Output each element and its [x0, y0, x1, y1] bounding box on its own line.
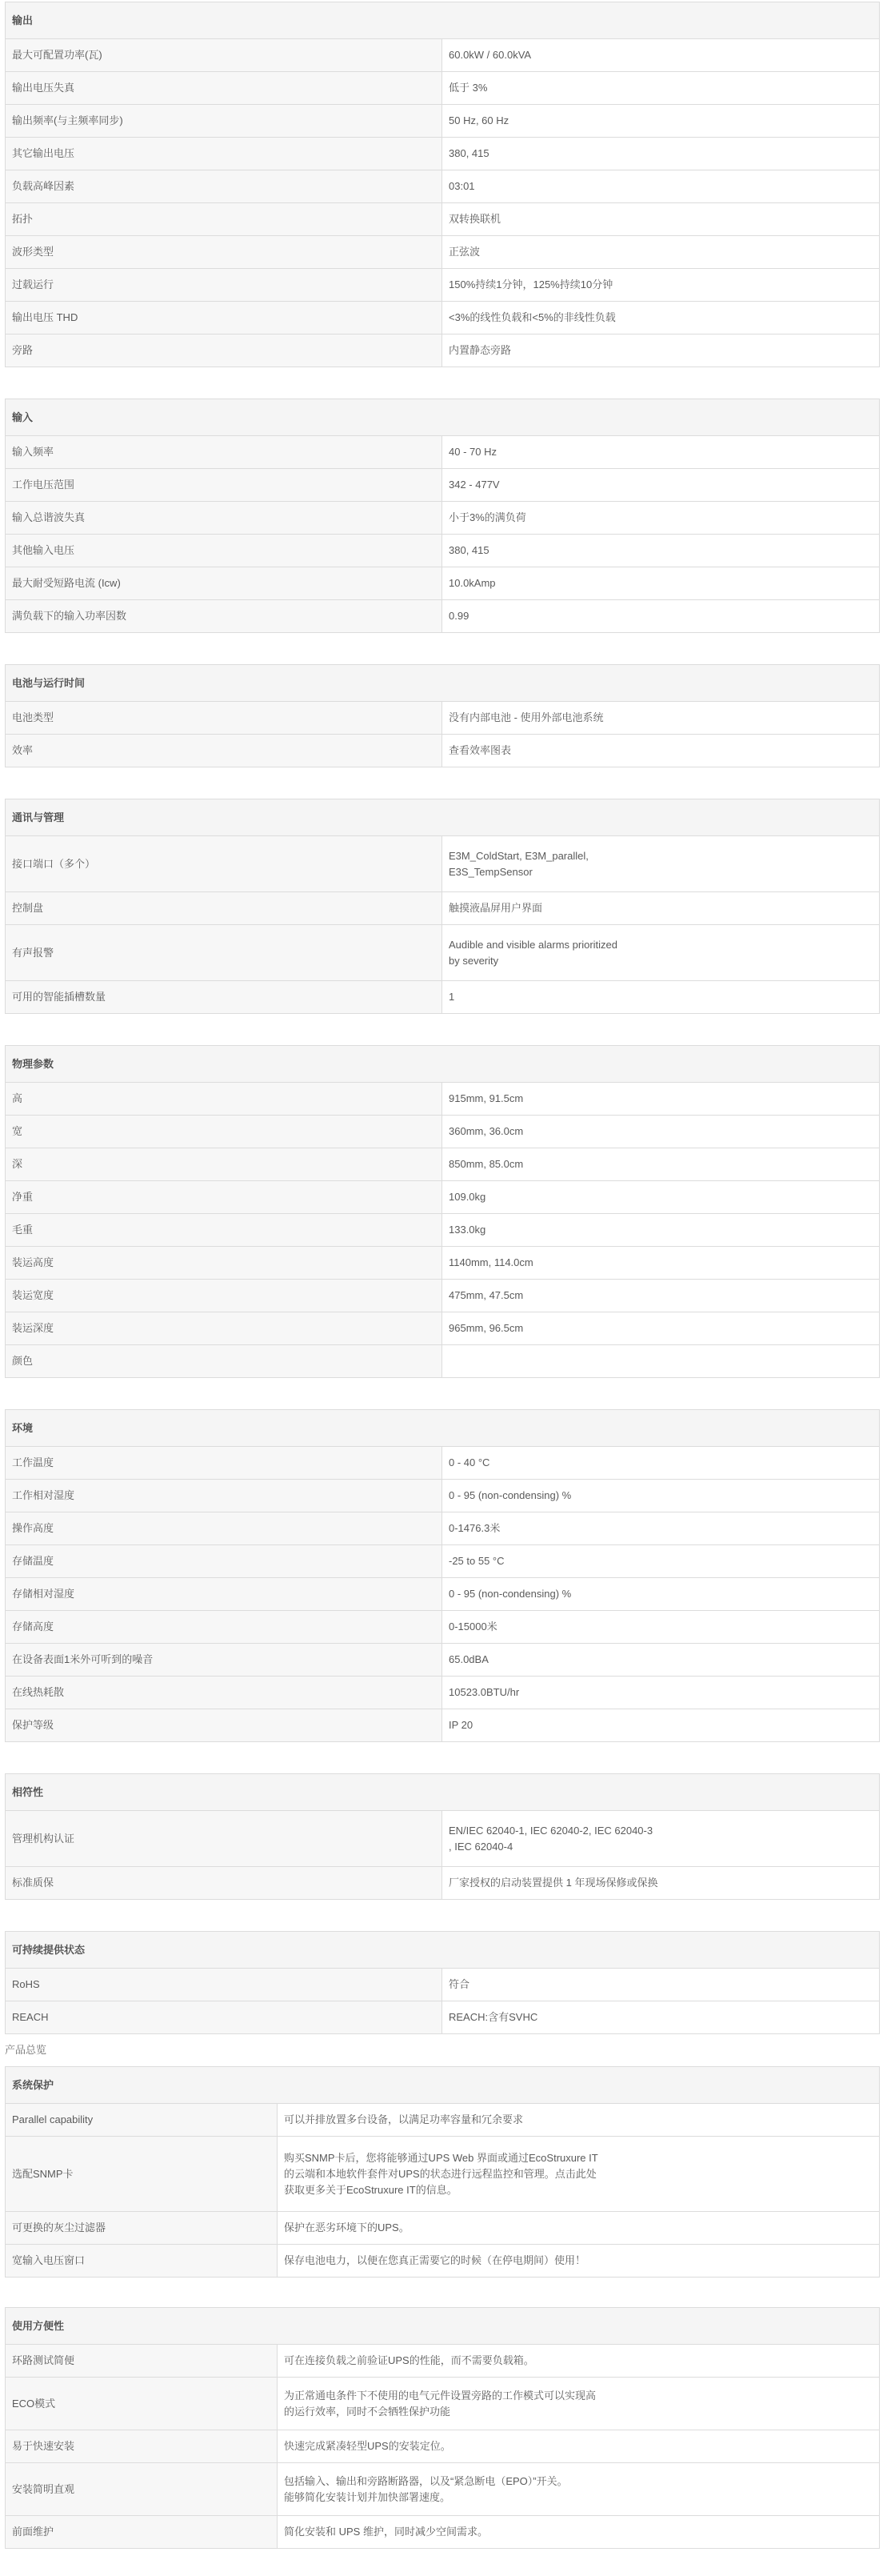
spec-value	[442, 502, 880, 535]
section-header-row	[6, 2308, 880, 2345]
spec-label: 其他输入电压	[6, 535, 442, 567]
spec-value-line: 0 - 95 (non-condensing) %	[449, 1588, 572, 1600]
spec-label: 输出电压失真	[6, 72, 442, 105]
spec-value-line: 360mm, 36.0cm	[449, 1125, 524, 1137]
spec-value-line: 0.99	[449, 610, 469, 622]
spec-row	[6, 1644, 880, 1677]
spec-value-line: 915mm, 91.5cm	[449, 1092, 524, 1104]
spec-value	[442, 1247, 880, 1280]
section-header-row	[6, 1932, 880, 1969]
spec-label: 工作相对湿度	[6, 1480, 442, 1512]
spec-value-line: 内置静态旁路	[449, 344, 512, 356]
spec-label: 颜色	[6, 1345, 442, 1378]
spec-row	[6, 981, 880, 1014]
spec-value	[278, 2245, 880, 2278]
spec-label: 毛重	[6, 1214, 442, 1247]
spec-value-line: 1	[449, 991, 455, 1003]
spec-value	[278, 2137, 880, 2212]
spec-value-line: Audible and visible alarms prioritized	[449, 938, 617, 951]
spec-value	[442, 203, 880, 236]
spec-row	[6, 567, 880, 600]
spec-row	[6, 1611, 880, 1644]
spec-row	[6, 436, 880, 469]
spec-label: 电池类型	[6, 702, 442, 735]
spec-table	[5, 399, 880, 633]
spec-value	[442, 600, 880, 633]
spec-label: 净重	[6, 1181, 442, 1214]
section-title: 环境	[6, 1410, 880, 1447]
spec-label: 存储相对湿度	[6, 1578, 442, 1611]
spec-label: 在线热耗散	[6, 1677, 442, 1709]
spec-row	[6, 1709, 880, 1742]
section-gap	[0, 1900, 883, 1931]
spec-value	[442, 1312, 880, 1345]
spec-row	[6, 1480, 880, 1512]
spec-row	[6, 1312, 880, 1345]
spec-label: 接口端口（多个）	[6, 836, 442, 892]
spec-value	[442, 702, 880, 735]
spec-value	[442, 39, 880, 72]
spec-value	[278, 2430, 880, 2463]
spec-value	[278, 2345, 880, 2378]
spec-label: 装运高度	[6, 1247, 442, 1280]
spec-value-line: 380, 415	[449, 147, 489, 159]
spec-label: 管理机构认证	[6, 1811, 442, 1867]
spec-label: REACH	[6, 2001, 442, 2034]
spec-value	[442, 1677, 880, 1709]
section-header-row	[6, 399, 880, 436]
spec-value	[442, 138, 880, 170]
section-header-row	[6, 2, 880, 39]
spec-label: 存储高度	[6, 1611, 442, 1644]
spec-row	[6, 302, 880, 335]
spec-label: 装运宽度	[6, 1280, 442, 1312]
spec-label: ECO模式	[6, 2378, 278, 2430]
spec-row	[6, 1247, 880, 1280]
spec-value-line: 342 - 477V	[449, 479, 500, 491]
spec-label: 其它输出电压	[6, 138, 442, 170]
spec-value-line: 10523.0BTU/hr	[449, 1686, 520, 1698]
spec-row	[6, 1811, 880, 1867]
spec-row	[6, 1214, 880, 1247]
spec-row	[6, 469, 880, 502]
spec-row	[6, 1181, 880, 1214]
spec-value	[442, 436, 880, 469]
section-title: 系统保护	[6, 2067, 880, 2104]
spec-label: Parallel capability	[6, 2104, 278, 2137]
spec-row	[6, 2245, 880, 2278]
spec-value-line: 0 - 40 °C	[449, 1456, 490, 1468]
spec-row	[6, 170, 880, 203]
spec-value	[442, 735, 880, 767]
spec-label: 工作温度	[6, 1447, 442, 1480]
overview-title: 产品总览	[5, 2044, 47, 2056]
spec-row	[6, 1280, 880, 1312]
spec-value	[442, 1867, 880, 1900]
spec-value-line: 380, 415	[449, 544, 489, 556]
spec-label: 输出电压 THD	[6, 302, 442, 335]
spec-value	[442, 1709, 880, 1742]
spec-value-line: <3%的线性负载和<5%的非线性负载	[449, 311, 616, 323]
spec-label: 有声报警	[6, 925, 442, 981]
spec-value	[442, 1545, 880, 1578]
spec-value	[278, 2378, 880, 2430]
spec-value-line: 965mm, 96.5cm	[449, 1322, 524, 1334]
spec-value	[442, 1447, 880, 1480]
spec-row	[6, 1677, 880, 1709]
specifications-container	[0, 2, 883, 2034]
spec-row	[6, 836, 880, 892]
section-gap	[0, 367, 883, 399]
spec-value	[442, 170, 880, 203]
spec-label: 操作高度	[6, 1512, 442, 1545]
spec-value-line: 保存电池电力，以便在您真正需要它的时候（在停电期间）使用！	[284, 2254, 586, 2266]
spec-value-line: 触摸液晶屏用户界面	[449, 902, 543, 914]
spec-value	[442, 836, 880, 892]
spec-value-line: 可以并排放置多台设备，以满足功率容量和冗余要求	[284, 2113, 524, 2125]
spec-label: 在设备表面1米外可听到的噪音	[6, 1644, 442, 1677]
section-gap	[0, 1378, 883, 1409]
spec-row	[6, 335, 880, 367]
spec-value-line: 可在连接负载之前验证UPS的性能，而不需要负载箱。	[284, 2354, 534, 2366]
spec-row	[6, 892, 880, 925]
spec-value-line: 133.0kg	[449, 1224, 486, 1236]
section-header-row	[6, 665, 880, 702]
spec-value-line: 简化安装和 UPS 维护，同时减少空间需求。	[284, 2526, 488, 2538]
spec-value	[442, 535, 880, 567]
spec-value	[278, 2516, 880, 2549]
spec-value	[442, 236, 880, 269]
spec-row	[6, 702, 880, 735]
section-title: 物理参数	[6, 1046, 880, 1083]
spec-row	[6, 1867, 880, 1900]
spec-value-line: IP 20	[449, 1719, 473, 1731]
spec-label: 输入总谐波失真	[6, 502, 442, 535]
section-header-row	[6, 1774, 880, 1811]
spec-row	[6, 72, 880, 105]
spec-value	[442, 1148, 880, 1181]
spec-table	[5, 2307, 880, 2549]
spec-label: 选配SNMP卡	[6, 2137, 278, 2212]
spec-value-line: 保护在恶劣环境下的UPS。	[284, 2221, 410, 2233]
spec-value-line: 60.0kW / 60.0kVA	[449, 49, 532, 61]
spec-value-line: REACH:含有SVHC	[449, 2011, 538, 2023]
spec-label: 拓扑	[6, 203, 442, 236]
spec-value	[442, 2001, 880, 2034]
spec-row	[6, 1447, 880, 1480]
spec-value-line: , IEC 62040-4	[449, 1840, 513, 1853]
section-gap	[0, 1742, 883, 1773]
spec-value-line: 购买SNMP卡后，您将能够通过UPS Web 界面或通过EcoStruxure IT	[284, 2151, 598, 2164]
section-header-row	[6, 2067, 880, 2104]
spec-table	[5, 1931, 880, 2034]
section-title: 可持续提供状态	[6, 1932, 880, 1969]
spec-label: 可用的智能插槽数量	[6, 981, 442, 1014]
spec-value	[442, 1811, 880, 1867]
spec-value-line: 小于3%的满负荷	[449, 511, 526, 523]
spec-label: 安装简明直观	[6, 2463, 278, 2516]
spec-label: 过载运行	[6, 269, 442, 302]
spec-value-line: 0-1476.3米	[449, 1522, 501, 1534]
spec-value-line: 40 - 70 Hz	[449, 446, 497, 458]
spec-value-line: 850mm, 85.0cm	[449, 1158, 524, 1170]
spec-label: 易于快速安装	[6, 2430, 278, 2463]
spec-value-line: 03:01	[449, 180, 475, 192]
spec-row	[6, 2137, 880, 2212]
spec-value-line: 65.0dBA	[449, 1653, 489, 1665]
spec-value-line: 低于 3%	[449, 82, 488, 94]
spec-value	[278, 2104, 880, 2137]
spec-value-line: 475mm, 47.5cm	[449, 1289, 524, 1301]
spec-value-line: 109.0kg	[449, 1191, 486, 1203]
spec-value	[442, 105, 880, 138]
spec-row	[6, 2104, 880, 2137]
section-header-row	[6, 1046, 880, 1083]
spec-table	[5, 2, 880, 367]
spec-value	[442, 567, 880, 600]
spec-row	[6, 535, 880, 567]
spec-row	[6, 105, 880, 138]
spec-value-line: 厂家授权的启动装置提供 1 年现场保修或保换	[449, 1877, 658, 1889]
spec-row	[6, 2463, 880, 2516]
spec-value-line: 的云端和本地软件套件对UPS的状态进行远程监控和管理。点击此处	[284, 2167, 597, 2180]
spec-label: 装运深度	[6, 1312, 442, 1345]
spec-value	[442, 1280, 880, 1312]
spec-value-line: 快速完成紧凑轻型UPS的安装定位。	[284, 2440, 451, 2452]
spec-value-line: -25 to 55 °C	[449, 1555, 505, 1567]
spec-value	[442, 1578, 880, 1611]
spec-row	[6, 2001, 880, 2034]
spec-label: 负载高峰因素	[6, 170, 442, 203]
spec-value-line: 1140mm, 114.0cm	[449, 1256, 533, 1268]
section-header-row	[6, 1410, 880, 1447]
spec-label: 存储温度	[6, 1545, 442, 1578]
spec-row	[6, 269, 880, 302]
spec-value-line: 正弦波	[449, 246, 481, 258]
spec-label: 高	[6, 1083, 442, 1116]
spec-value-line: EN/IEC 62040-1, IEC 62040-2, IEC 62040-3	[449, 1824, 653, 1837]
spec-label: 输入频率	[6, 436, 442, 469]
spec-table	[5, 2066, 880, 2278]
section-gap	[0, 2278, 883, 2307]
spec-table	[5, 1045, 880, 1378]
spec-value-line: 符合	[449, 1978, 470, 1990]
spec-row	[6, 925, 880, 981]
spec-label: 深	[6, 1148, 442, 1181]
spec-value-line: 查看效率图表	[449, 744, 512, 756]
spec-value	[442, 469, 880, 502]
overview-container	[0, 2066, 883, 2549]
spec-row	[6, 2430, 880, 2463]
spec-value	[442, 1512, 880, 1545]
spec-value-line: 能够简化安装计划并加快部署速度。	[284, 2490, 451, 2503]
spec-row	[6, 1512, 880, 1545]
spec-row	[6, 1083, 880, 1116]
spec-value	[442, 335, 880, 367]
spec-value	[442, 1116, 880, 1148]
spec-label: 波形类型	[6, 236, 442, 269]
spec-value	[442, 269, 880, 302]
spec-value	[442, 1345, 880, 1378]
section-title: 电池与运行时间	[6, 665, 880, 702]
spec-row	[6, 203, 880, 236]
spec-row	[6, 2378, 880, 2430]
spec-label: 前面维护	[6, 2516, 278, 2549]
spec-value	[442, 1644, 880, 1677]
section-title: 通讯与管理	[6, 799, 880, 836]
spec-label: 满负载下的输入功率因数	[6, 600, 442, 633]
spec-row	[6, 39, 880, 72]
spec-value-line: E3S_TempSensor	[449, 865, 533, 878]
spec-value	[442, 1083, 880, 1116]
spec-label: 工作电压范围	[6, 469, 442, 502]
spec-value-line: 为正常通电条件下不使用的电气元件设置旁路的工作模式可以实现高	[284, 2389, 597, 2402]
spec-table	[5, 1773, 880, 1900]
section-gap	[0, 633, 883, 664]
spec-value	[442, 1181, 880, 1214]
spec-row	[6, 1148, 880, 1181]
spec-value-line: 0-15000米	[449, 1621, 497, 1633]
spec-value	[442, 1214, 880, 1247]
spec-label: 可更换的灰尘过滤器	[6, 2212, 278, 2245]
section-title: 输入	[6, 399, 880, 436]
spec-label: 旁路	[6, 335, 442, 367]
spec-label: 输出频率(与主频率同步)	[6, 105, 442, 138]
spec-label: 保护等级	[6, 1709, 442, 1742]
spec-value	[442, 892, 880, 925]
spec-row	[6, 1345, 880, 1378]
spec-row	[6, 2345, 880, 2378]
spec-value-line: 50 Hz, 60 Hz	[449, 114, 509, 126]
spec-value	[442, 72, 880, 105]
spec-value-line: 的运行效率，同时不会牺牲保护功能	[284, 2405, 451, 2418]
spec-label: 宽	[6, 1116, 442, 1148]
spec-value-line: 没有内部电池 - 使用外部电池系统	[449, 711, 604, 723]
spec-value	[442, 925, 880, 981]
spec-row	[6, 735, 880, 767]
spec-row	[6, 236, 880, 269]
spec-value	[442, 1969, 880, 2001]
spec-table	[5, 1409, 880, 1742]
spec-value	[442, 1611, 880, 1644]
spec-value-line: 10.0kAmp	[449, 577, 496, 589]
spec-row	[6, 138, 880, 170]
spec-value	[442, 1480, 880, 1512]
spec-value-line: 包括输入、输出和旁路断路器，以及“紧急断电（EPO）”开关。	[284, 2474, 568, 2487]
spec-row	[6, 1116, 880, 1148]
spec-value-line: 获取更多关于EcoStruxure IT的信息。	[284, 2183, 457, 2196]
spec-value	[442, 981, 880, 1014]
spec-label: 环路测试简便	[6, 2345, 278, 2378]
spec-value-line: 150%持续1分钟，125%持续10分钟	[449, 278, 613, 290]
spec-row	[6, 1578, 880, 1611]
spec-value-line: 双转换联机	[449, 213, 501, 225]
spec-value	[278, 2212, 880, 2245]
spec-value-line: by severity	[449, 954, 499, 967]
spec-label: 最大可配置功率(瓦)	[6, 39, 442, 72]
section-gap	[0, 1014, 883, 1045]
spec-value	[278, 2463, 880, 2516]
spec-label: 宽输入电压窗口	[6, 2245, 278, 2278]
spec-row	[6, 502, 880, 535]
section-header-row	[6, 799, 880, 836]
spec-row	[6, 600, 880, 633]
spec-value	[442, 302, 880, 335]
section-gap	[0, 767, 883, 799]
spec-value-line: E3M_ColdStart, E3M_parallel,	[449, 849, 589, 862]
spec-value-line: 0 - 95 (non-condensing) %	[449, 1489, 572, 1501]
spec-label: 标准质保	[6, 1867, 442, 1900]
spec-table	[5, 799, 880, 1014]
spec-label: RoHS	[6, 1969, 442, 2001]
section-title: 相符性	[6, 1774, 880, 1811]
section-title: 输出	[6, 2, 880, 39]
spec-row	[6, 2212, 880, 2245]
spec-row	[6, 1545, 880, 1578]
section-title: 使用方便性	[6, 2308, 880, 2345]
spec-label: 最大耐受短路电流 (Icw)	[6, 567, 442, 600]
spec-table	[5, 664, 880, 767]
spec-label: 控制盘	[6, 892, 442, 925]
spec-row	[6, 2516, 880, 2549]
spec-label: 效率	[6, 735, 442, 767]
spec-row	[6, 1969, 880, 2001]
